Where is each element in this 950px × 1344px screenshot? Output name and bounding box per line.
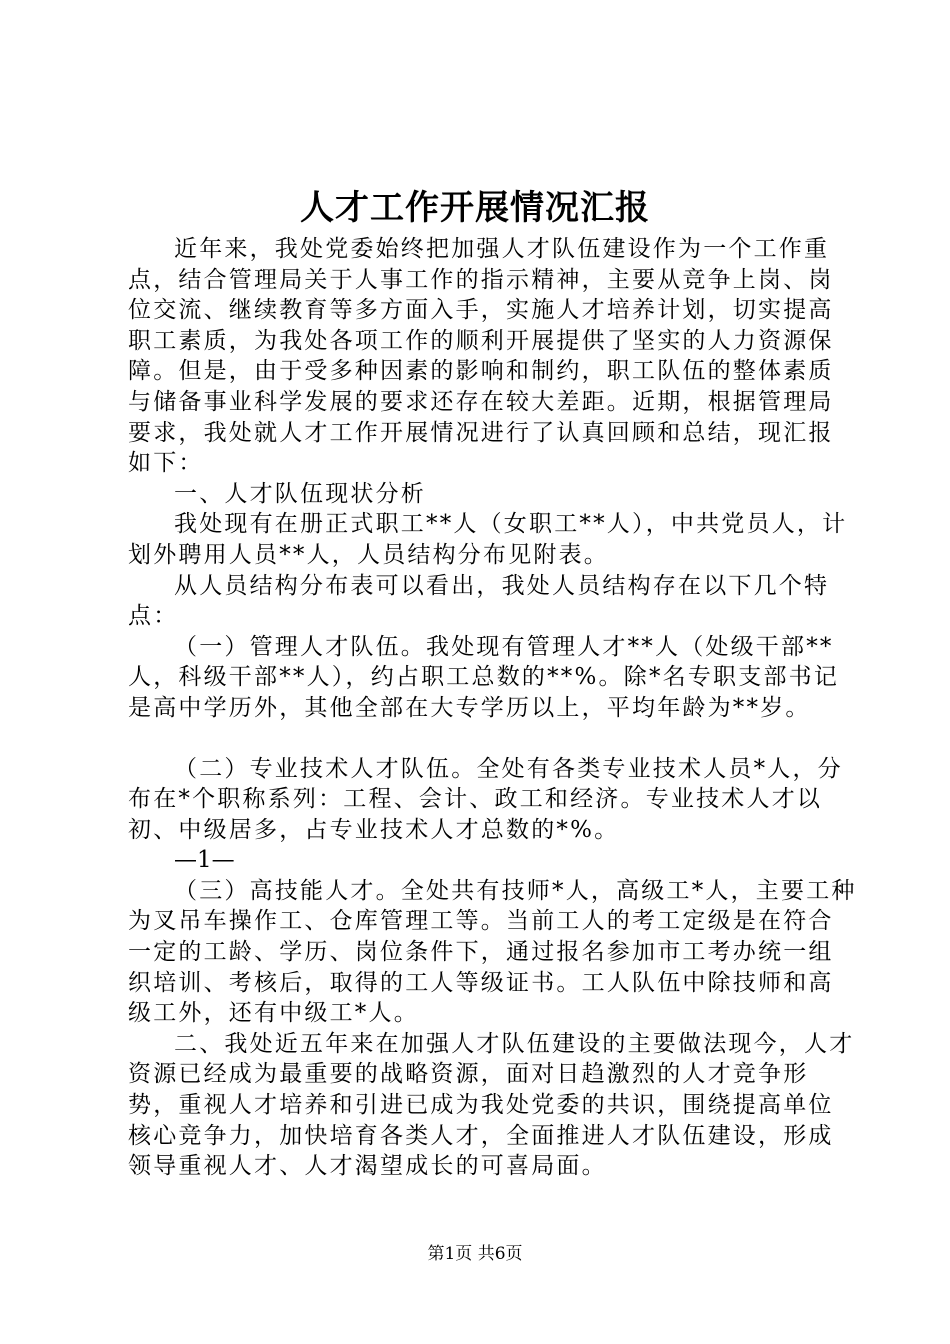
paragraph-management-talent: （一）管理人才队伍。我处现有管理人才**人（处级干部**人，科级干部**人），约占职工总数的**%。除*名专职支部书记是高中学历外，其他全部在大专学历以上，平均年龄为**岁。 [128, 633, 840, 721]
section-heading-1: 一、人才队伍现状分析 [174, 480, 426, 507]
document-title: 人才工作开展情况汇报 [300, 188, 650, 228]
section-heading-2: 二、我处近五年来在加强人才队伍建设的主要做法现今，人才资源已经成为最重要的战略资源，面对日趋激烈的人才竞争形势，重视人才培养和引进已成为我处党委的共识，围绕提高单位核心竞争力，加快培育各类人才，全面推进人才队伍建设，形成领导重视人才、人才渴望成长的可喜局面。 [128, 1030, 855, 1180]
page-footer: 第1页 共6页 [427, 1244, 523, 1264]
inline-page-marker: —1— [174, 847, 235, 874]
paragraph-staff-count: 我处现有在册正式职工**人（女职工**人），中共党员人，计划外聘用人员**人，人员结构分布见附表。 [128, 511, 848, 568]
paragraph-intro: 近年来，我处党委始终把加强人才队伍建设作为一个工作重点，结合管理局关于人事工作的指示精神，主要从竞争上岗、岗位交流、继续教育等多方面入手，实施人才培养计划，切实提高职工素质，为我处各项工作的顺利开展提供了坚实的人力资源保障。但是，由于受多种因素的影响和制约，职工队伍的整体素质与储备事业科学发展的要求还存在较大差距。近期，根据管理局要求，我处就人才工作开展情况进行了认真回顾和总结，现汇报如下： [128, 236, 834, 477]
paragraph-structure-features: 从人员结构分布表可以看出，我处人员结构存在以下几个特点： [128, 572, 830, 630]
document-body [128, 234, 858, 1182]
paragraph-skilled-talent: （三）高技能人才。全处共有技师*人，高级工*人，主要工种为叉吊车操作工、仓库管理工等。当前工人的考工定级是在符合一定的工龄、学历、岗位条件下，通过报名参加市工考办统一组织培训、考核后，取得的工人等级证书。工人队伍中除技师和高级工外，还有中级工*人。 [128, 877, 857, 1027]
paragraph-technical-talent: （二）专业技术人才队伍。全处有各类专业技术人员*人，分布在*个职称系列：工程、会计、政工和经济。专业技术人才以初、中级居多，占专业技术人才总数的*%。 [128, 755, 843, 843]
